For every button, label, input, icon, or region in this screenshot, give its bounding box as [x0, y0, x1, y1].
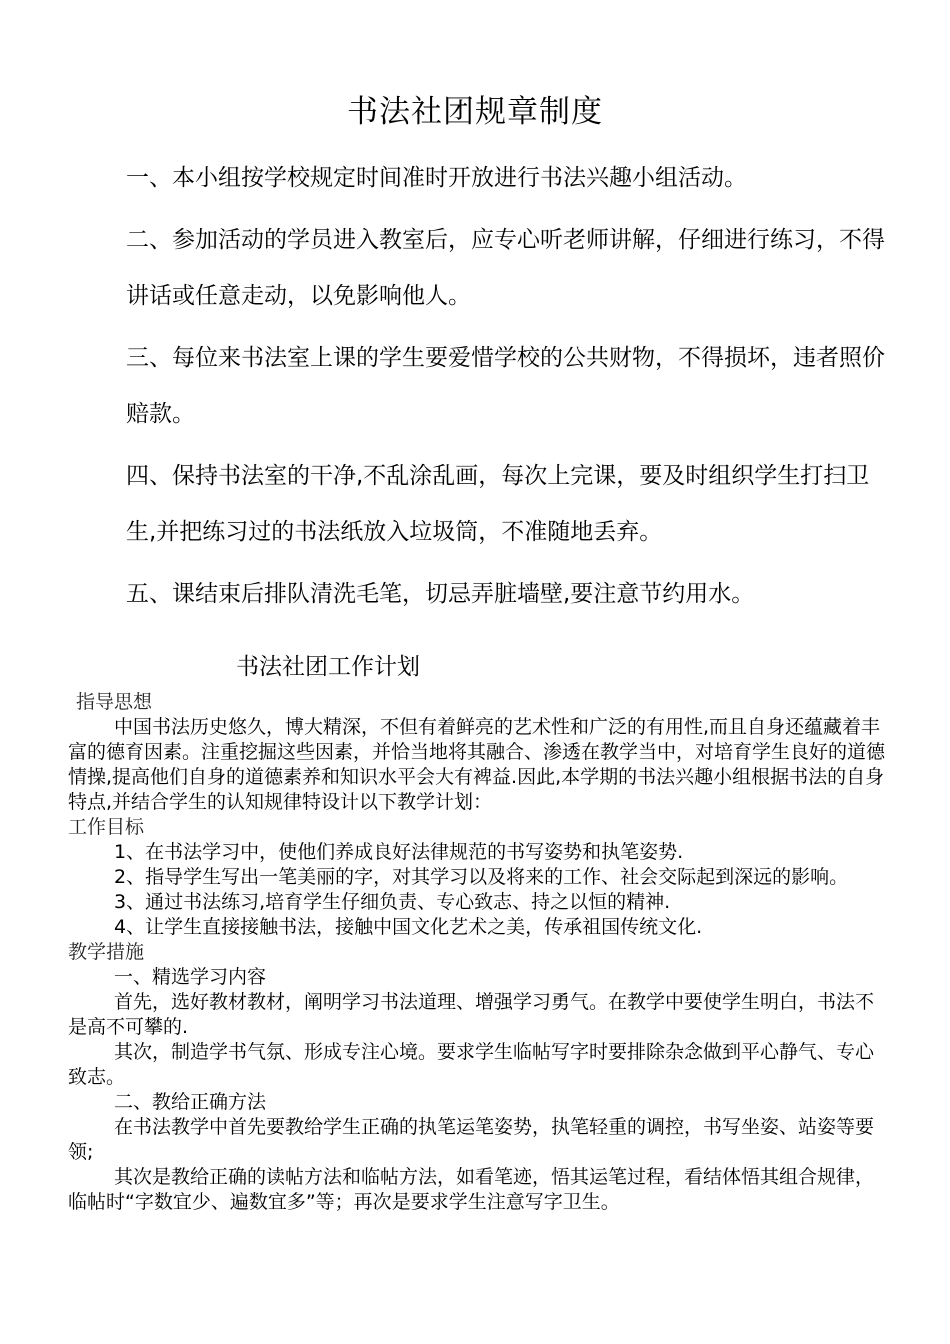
- plan-body: [68, 690, 888, 1215]
- section-heading-measures: 教学措施: [68, 941, 145, 963]
- goal-item: 2、指导学生写出一笔美丽的字，对其学习以及将来的工作、社会交际起到深远的影响。: [114, 866, 849, 888]
- goal-item: 4、让学生直接接触书法，接触中国文化艺术之美，传承祖国传统文化.: [114, 916, 703, 938]
- paragraph: 中国书法历史悠久，博大精深，不但有着鲜亮的艺术性和广泛的有用性,而且自身还蕴藏着丰富的德育因素。注重挖掘这些因素，并恰当地将其融合、渗透在教学当中，对培育学生良好的道德情操,提高他们自身的道德素养和知识水平会大有裨益.因此,本学期的书法兴趣小组根据书法的自身特点,并结合学生的认知规律特设计以下教学计划：: [68, 716, 886, 813]
- rule-item: 二、参加活动的学员进入教室后，应专心听老师讲解，仔细进行练习，不得讲话或任意走动，以免影响他人。: [126, 227, 885, 309]
- rule-item: 一、本小组按学校规定时间准时开放进行书法兴趣小组活动。: [126, 165, 747, 191]
- doc-title: 书法社团规章制度: [347, 94, 603, 130]
- subheading: 一、精选学习内容: [114, 966, 267, 988]
- rules-list: [126, 150, 886, 628]
- goal-item: 3、通过书法练习,培育学生仔细负责、专心致志、持之以恒的精神.: [114, 891, 671, 913]
- paragraph: 在书法教学中首先要教给学生正确的执笔运笔姿势，执笔轻重的调控，书写坐姿、站姿等要领;: [68, 1116, 875, 1163]
- paragraph: 首先，选好教材教材，阐明学习书法道理、增强学习勇气。在教学中要使学生明白，书法不是高不可攀的.: [68, 991, 875, 1038]
- rule-item: 三、每位来书法室上课的学生要爱惜学校的公共财物，不得损坏，违者照价赔款。: [126, 345, 885, 427]
- goal-item: 1、在书法学习中，使他们养成良好法律规范的书写姿势和执笔姿势.: [114, 841, 684, 863]
- subheading: 二、教给正确方法: [114, 1091, 267, 1113]
- rule-item: 四、保持书法室的干净,不乱涂乱画，每次上完课，要及时组织学生打扫卫生,并把练习过的书法纸放入垃圾筒，不准随地丢弃。: [126, 463, 870, 545]
- paragraph: 其次是教给正确的读帖方法和临帖方法，如看笔迹，悟其运笔过程，看结体悟其组合规律，临帖时“字数宜少、遍数宜多”等；再次是要求学生注意写字卫生。: [68, 1166, 875, 1213]
- rule-item: 五、课结束后排队清洗毛笔，切忌弄脏墙壁,要注意节约用水。: [126, 581, 755, 607]
- section-heading-guide: 指导思想: [76, 691, 153, 713]
- plan-title: 书法社团工作计划: [236, 654, 420, 680]
- section-heading-goals: 工作目标: [68, 816, 145, 838]
- paragraph: 其次，制造学书气氛、形成专注心境。要求学生临帖写字时要排除杂念做到平心静气、专心致志。: [68, 1041, 875, 1088]
